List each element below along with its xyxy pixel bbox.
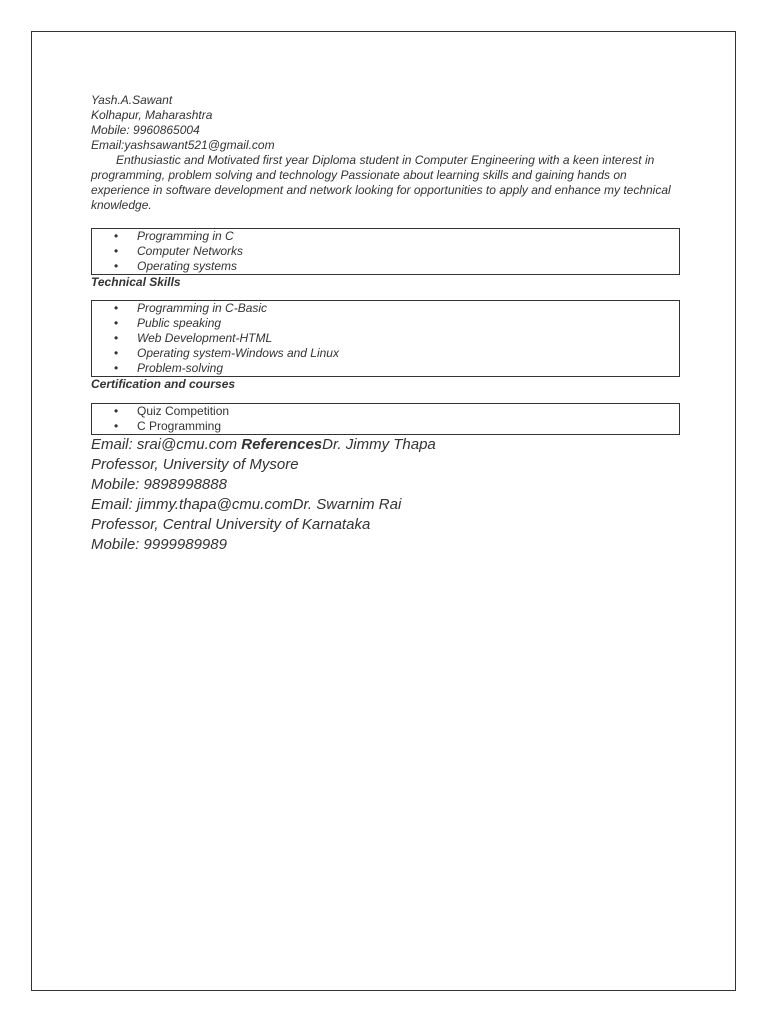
bullet-icon: • xyxy=(114,244,119,258)
references-heading: References xyxy=(241,436,323,453)
list-item: • Computer Networks xyxy=(114,244,244,258)
references-line-6: Mobile: 9999989989 xyxy=(91,536,227,553)
references-line-3: Mobile: 9898998888 xyxy=(91,476,227,493)
certification-list xyxy=(91,403,680,435)
list-item: • Quiz Competition xyxy=(114,404,230,418)
list-item: • Programming in C xyxy=(114,229,234,243)
list-item: • Public speaking xyxy=(114,316,222,330)
bullet-icon: • xyxy=(114,316,119,330)
bullet-icon: • xyxy=(114,346,119,360)
references-line-5: Professor, Central University of Karnataka xyxy=(91,516,371,533)
applicant-name: Yash.A.Sawant xyxy=(91,93,173,107)
bullet-icon: • xyxy=(114,259,119,273)
contact-block xyxy=(91,93,681,153)
bullet-icon: • xyxy=(114,419,119,433)
document-page xyxy=(31,31,736,991)
career-summary: Enthusiastic and Motivated first year Diploma student in Computer Engineering with a keen interest in programming, problem solving and technology Passionate about learning skills and gaining hands on experience in software development and network looking for opportunities to apply and enhance my technical knowledge. xyxy=(91,153,671,212)
skills-list-1 xyxy=(91,228,680,275)
references-line-4: Email: jimmy.thapa@cmu.comDr. Swarnim Rai xyxy=(91,496,402,513)
bullet-icon: • xyxy=(114,361,119,375)
applicant-email: Email:yashsawant521@gmail.com xyxy=(91,138,275,152)
applicant-location: Kolhapur, Maharashtra xyxy=(91,108,213,122)
list-item: • Problem-solving xyxy=(114,361,224,375)
technical-skills-heading: Technical Skills xyxy=(91,275,181,289)
list-item: • Operating system-Windows and Linux xyxy=(114,346,339,360)
bullet-icon: • xyxy=(114,404,119,418)
list-item: • Web Development-HTML xyxy=(114,331,273,345)
bullet-icon: • xyxy=(114,301,119,315)
certification-heading: Certification and courses xyxy=(91,377,236,391)
skills-list-2 xyxy=(91,300,680,377)
list-item: • Operating systems xyxy=(114,259,238,273)
resume-content xyxy=(91,93,681,555)
list-item: • C Programming xyxy=(114,419,222,433)
references-line-1: Email: srai@cmu.com ReferencesDr. Jimmy Thapa xyxy=(91,436,436,453)
list-item: • Programming in C-Basic xyxy=(114,301,268,315)
bullet-icon: • xyxy=(114,229,119,243)
references-block xyxy=(91,435,681,555)
references-line-2: Professor, University of Mysore xyxy=(91,456,299,473)
bullet-icon: • xyxy=(114,331,119,345)
applicant-mobile: Mobile: 9960865004 xyxy=(91,123,200,137)
